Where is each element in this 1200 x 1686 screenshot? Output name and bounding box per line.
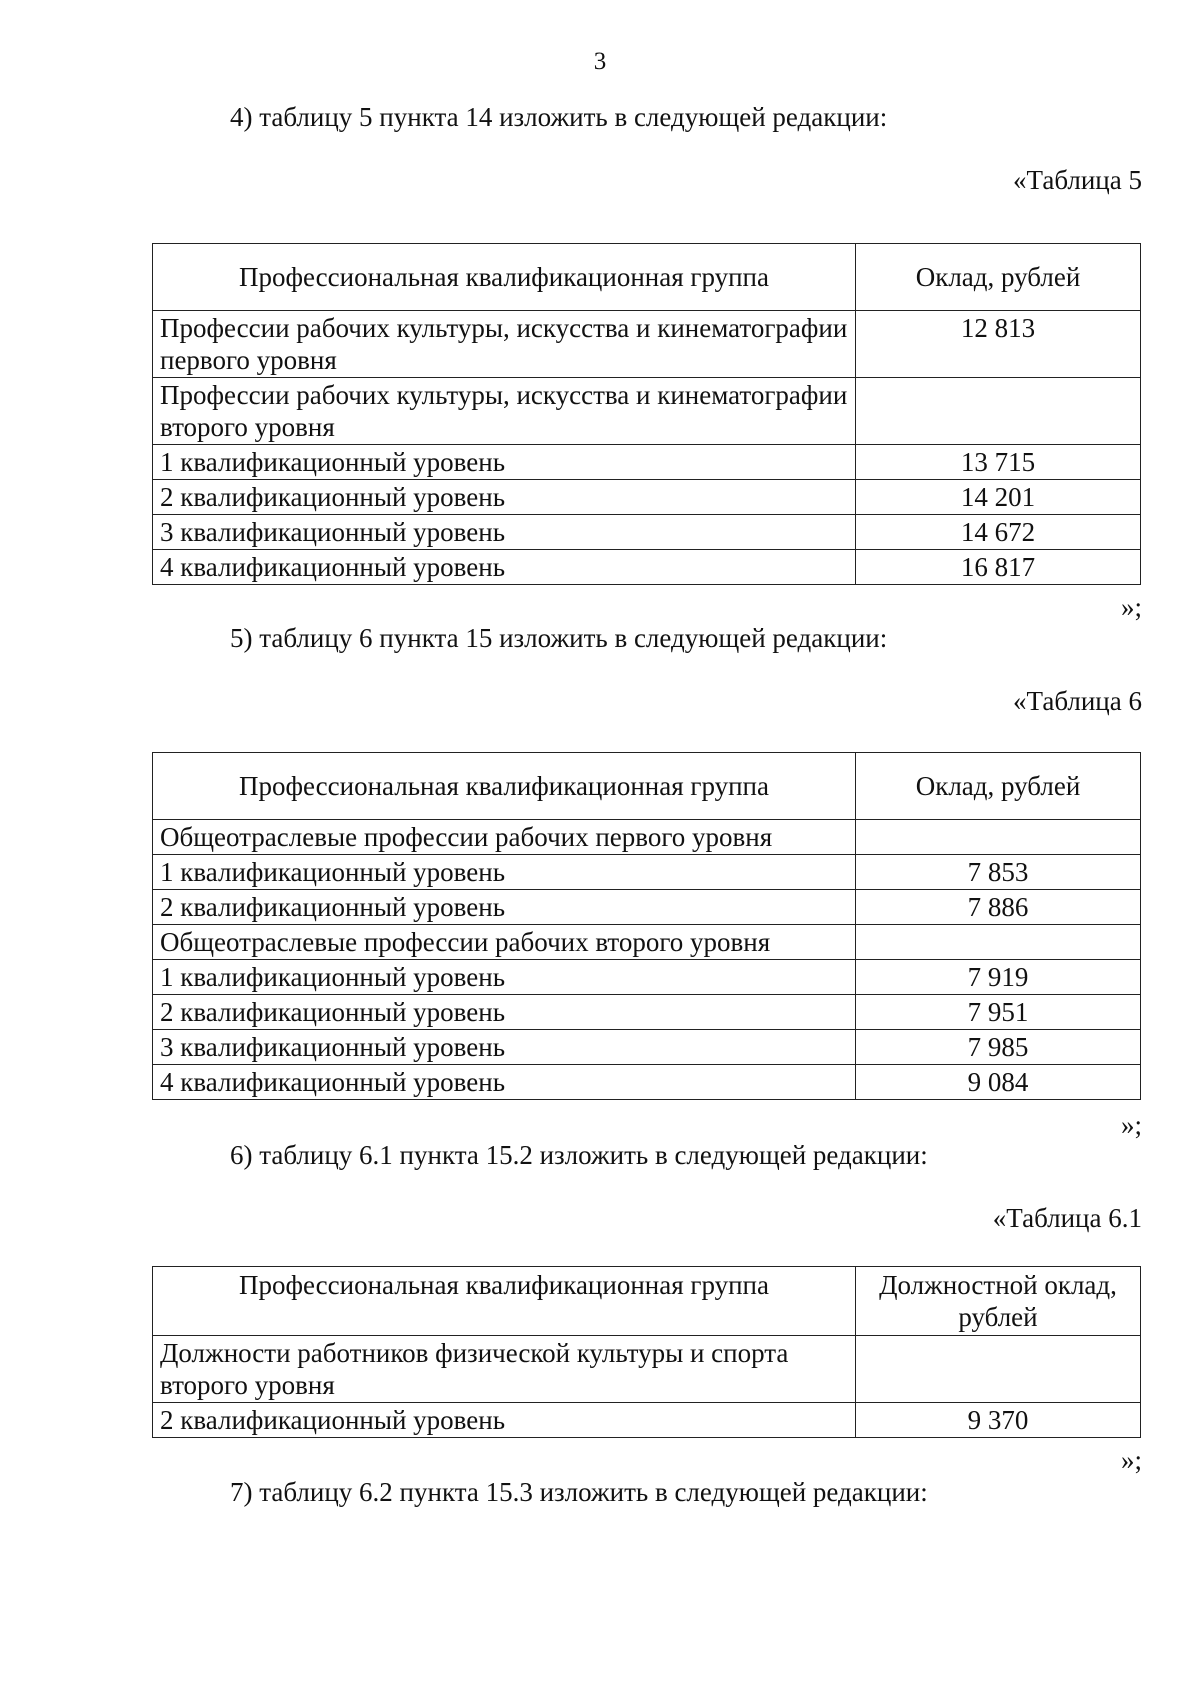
table-row xyxy=(153,515,1141,550)
row-value xyxy=(856,378,1141,445)
row-value: 14 201 xyxy=(856,480,1141,515)
row-label: 4 квалификационный уровень xyxy=(153,1065,856,1100)
table-6-caption: «Таблица 6 xyxy=(1013,686,1142,716)
paragraph-item-4: 4) таблицу 5 пункта 14 изложить в следующей редакции: xyxy=(230,102,888,132)
row-value: 7 919 xyxy=(856,960,1141,995)
header-salary: Оклад, рублей xyxy=(856,244,1141,311)
header-group: Профессиональная квалификационная группа xyxy=(153,244,856,311)
table-row xyxy=(153,890,1141,925)
table-row xyxy=(153,820,1141,855)
paragraph-item-5: 5) таблицу 6 пункта 15 изложить в следующей редакции: xyxy=(230,623,888,653)
row-label: Должности работников физической культуры и спорта второго уровня xyxy=(153,1336,856,1403)
row-label: 1 квалификационный уровень xyxy=(153,855,856,890)
row-label: 4 квалификационный уровень xyxy=(153,550,856,585)
row-label: Профессии рабочих культуры, искусства и кинематографии второго уровня xyxy=(153,378,856,445)
table-row xyxy=(153,960,1141,995)
header-group: Профессиональная квалификационная группа xyxy=(153,1267,856,1336)
row-value: 12 813 xyxy=(856,311,1141,378)
row-value: 14 672 xyxy=(856,515,1141,550)
row-label: 2 квалификационный уровень xyxy=(153,995,856,1030)
row-label: 3 квалификационный уровень xyxy=(153,1030,856,1065)
paragraph-item-6: 6) таблицу 6.1 пункта 15.2 изложить в следующей редакции: xyxy=(230,1140,928,1170)
row-value: 7 886 xyxy=(856,890,1141,925)
table-header-row xyxy=(153,244,1141,311)
table-row xyxy=(153,480,1141,515)
table-5-caption: «Таблица 5 xyxy=(1013,165,1142,195)
row-label: 2 квалификационный уровень xyxy=(153,1403,856,1438)
table-row xyxy=(153,1336,1141,1403)
table-row xyxy=(153,1030,1141,1065)
table-row xyxy=(153,855,1141,890)
table-row xyxy=(153,995,1141,1030)
table-row xyxy=(153,445,1141,480)
row-value: 7 951 xyxy=(856,995,1141,1030)
row-value: 7 985 xyxy=(856,1030,1141,1065)
row-label: Общеотраслевые профессии рабочих первого уровня xyxy=(153,820,856,855)
table-5 xyxy=(152,243,1141,585)
row-value xyxy=(856,925,1141,960)
table-row xyxy=(153,378,1141,445)
table-row xyxy=(153,1403,1141,1438)
row-value: 7 853 xyxy=(856,855,1141,890)
table-5-closing: »; xyxy=(1120,592,1142,622)
row-label: Профессии рабочих культуры, искусства и кинематографии первого уровня xyxy=(153,311,856,378)
table-6-1-closing: »; xyxy=(1120,1445,1142,1475)
table-header-row xyxy=(153,753,1141,820)
row-value xyxy=(856,1336,1141,1403)
table-row xyxy=(153,311,1141,378)
row-label: Общеотраслевые профессии рабочих второго уровня xyxy=(153,925,856,960)
row-value: 13 715 xyxy=(856,445,1141,480)
table-6-1-caption: «Таблица 6.1 xyxy=(992,1203,1142,1233)
page-number: 3 xyxy=(593,48,607,75)
row-label: 1 квалификационный уровень xyxy=(153,445,856,480)
row-value: 9 084 xyxy=(856,1065,1141,1100)
table-6 xyxy=(152,752,1141,1100)
row-value xyxy=(856,820,1141,855)
header-group: Профессиональная квалификационная группа xyxy=(153,753,856,820)
table-6-1 xyxy=(152,1266,1141,1438)
row-label: 3 квалификационный уровень xyxy=(153,515,856,550)
row-label: 2 квалификационный уровень xyxy=(153,890,856,925)
row-value: 16 817 xyxy=(856,550,1141,585)
table-row xyxy=(153,1065,1141,1100)
table-row xyxy=(153,925,1141,960)
table-6-closing: »; xyxy=(1120,1110,1142,1140)
header-salary: Должностной оклад, рублей xyxy=(856,1267,1141,1336)
row-label: 2 квалификационный уровень xyxy=(153,480,856,515)
header-salary: Оклад, рублей xyxy=(856,753,1141,820)
table-header-row xyxy=(153,1267,1141,1336)
paragraph-item-7: 7) таблицу 6.2 пункта 15.3 изложить в следующей редакции: xyxy=(230,1477,928,1507)
table-row xyxy=(153,550,1141,585)
row-value: 9 370 xyxy=(856,1403,1141,1438)
row-label: 1 квалификационный уровень xyxy=(153,960,856,995)
